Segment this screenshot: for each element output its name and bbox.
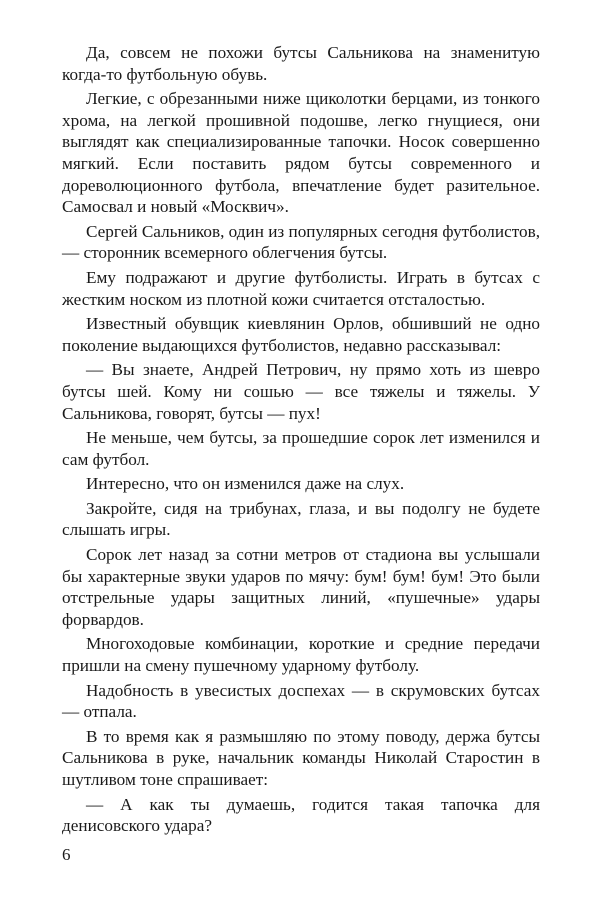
paragraph: Интересно, что он изменился даже на слух.	[86, 474, 405, 494]
paragraph: Надобность в увесистых доспехах — в скрумовских бутсах — отпала.	[62, 680, 540, 722]
paragraph: Ему подражают и другие футболисты. Играть в бутсах с жестким носком из плотной кожи считается отсталостью.	[62, 267, 540, 309]
page-text	[62, 42, 540, 840]
paragraph: Сорок лет назад за сотни метров от стадиона вы услышали бы характерные звуки ударов по мячу: бум! бум! бум! Это были отстрельные удары защитных линий, «пушечные» удары форвардов.	[62, 545, 540, 629]
page-number: 6	[62, 845, 71, 864]
paragraph: Многоходовые комбинации, короткие и средние передачи пришли на смену пушечному ударному футболу.	[62, 634, 540, 676]
paragraph: Известный обувщик киевлянин Орлов, обшивший не одно поколение выдающихся футболистов, недавно рассказывал:	[62, 314, 540, 355]
paragraph: — А как ты думаешь, годится такая тапочка для денисовского удара?	[62, 794, 540, 836]
paragraph: В то время как я размышляю по этому поводу, держа бутсы Сальникова в руке, начальник команды Николай Старостин в шутливом тоне спрашивает:	[62, 726, 540, 789]
paragraph: Да, совсем не похожи бутсы Сальникова на знаменитую когда-то футбольную обувь.	[62, 43, 540, 84]
paragraph: Сергей Сальников, один из популярных сегодня футболистов, — сторонник всемерного облегчения бутсы.	[62, 221, 540, 263]
paragraph: Не меньше, чем бутсы, за прошедшие сорок лет изменился и сам футбол.	[62, 428, 540, 469]
paragraph: Легкие, с обрезанными ниже щиколотки берцами, из тонкого хрома, на легкой прошивной подошве, легко гнущиеся, они выглядят как специализированные тапочки. Носок совершенно мягкий. Если поставить рядом бутсы современного и дореволюционного футбола, впечатление будет разительное. Самосвал и новый «Москвич».	[62, 89, 540, 217]
paragraph: — Вы знаете, Андрей Петрович, ну прямо хоть из шевро бутсы шей. Кому ни сошью — все тяжелы и тяжелы. У Сальникова, говорят, бутсы — пух!	[62, 360, 540, 423]
paragraph: Закройте, сидя на трибунах, глаза, и вы подолгу не будете слышать игры.	[62, 498, 540, 540]
